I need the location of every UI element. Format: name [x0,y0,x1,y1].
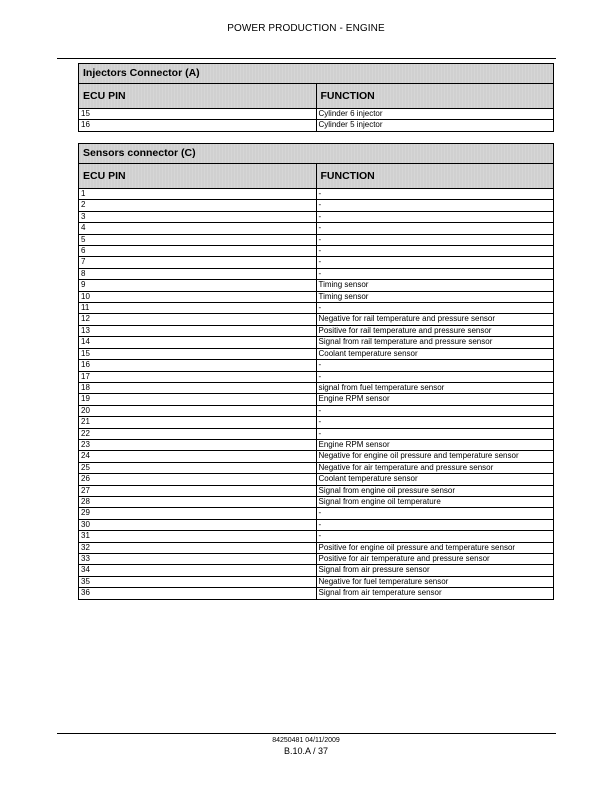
table-row [79,223,554,234]
table-header-row [79,84,554,109]
ecu-pin-cell: 20 [79,405,317,416]
ecu-pin-cell: 28 [79,496,317,507]
ecu-pin-cell: 18 [79,382,317,393]
column-header-ecu-pin: ECU PIN [79,164,317,189]
table-row [79,280,554,291]
table-row [79,417,554,428]
table-row [79,428,554,439]
table-header-row [79,164,554,189]
ecu-pin-cell: 23 [79,439,317,450]
ecu-pin-cell: 16 [79,120,317,131]
table-row [79,246,554,257]
function-cell: - [316,508,554,519]
table-row [79,325,554,336]
footer-page-number: B.10.A / 37 [283,746,329,756]
ecu-pin-cell: 15 [79,348,317,359]
table-row [79,120,554,131]
table-row [79,565,554,576]
function-cell: - [316,268,554,279]
function-cell: Positive for air temperature and pressure sensor [316,554,554,565]
function-cell: Positive for engine oil pressure and temperature sensor [316,542,554,553]
ecu-pin-cell: 14 [79,337,317,348]
table-row [79,474,554,485]
ecu-pin-cell: 4 [79,223,317,234]
ecu-pin-cell: 3 [79,211,317,222]
table-row [79,291,554,302]
ecu-pin-cell: 33 [79,554,317,565]
function-cell: - [316,246,554,257]
table-row [79,314,554,325]
ecu-pin-cell: 21 [79,417,317,428]
column-header-ecu-pin: ECU PIN [79,84,317,109]
function-cell: - [316,223,554,234]
page-header-title: POWER PRODUCTION - ENGINE [227,23,385,34]
table-row [79,337,554,348]
ecu-pin-cell: 5 [79,234,317,245]
table-row [79,462,554,473]
table-row [79,189,554,200]
column-header-function: FUNCTION [316,164,554,189]
function-cell: Engine RPM sensor [316,394,554,405]
function-cell: - [316,531,554,542]
table-row [79,303,554,314]
table-row [79,348,554,359]
table-row [79,257,554,268]
sensors-connector-table [78,143,554,600]
ecu-pin-cell: 29 [79,508,317,519]
table-row [79,508,554,519]
function-cell: - [316,417,554,428]
function-cell: - [316,200,554,211]
function-cell: - [316,303,554,314]
table-row [79,200,554,211]
ecu-pin-cell: 17 [79,371,317,382]
table-row [79,576,554,587]
ecu-pin-cell: 10 [79,291,317,302]
ecu-pin-cell: 7 [79,257,317,268]
ecu-pin-cell: 24 [79,451,317,462]
ecu-pin-cell: 16 [79,360,317,371]
table-row [79,109,554,120]
ecu-pin-cell: 25 [79,462,317,473]
table-row [79,439,554,450]
function-cell: - [316,519,554,530]
function-cell: - [316,360,554,371]
function-cell: Cylinder 5 injector [316,120,554,131]
function-cell: - [316,257,554,268]
ecu-pin-cell: 31 [79,531,317,542]
injectors-connector-table [78,63,554,132]
function-cell: - [316,371,554,382]
footer-document-code: 84250481 04/11/2009 [272,737,340,744]
footer-divider [57,733,556,734]
table-row [79,394,554,405]
ecu-pin-cell: 19 [79,394,317,405]
function-cell: Signal from air temperature sensor [316,588,554,599]
function-cell: Engine RPM sensor [316,439,554,450]
function-cell: - [316,189,554,200]
table-row [79,496,554,507]
table-row [79,405,554,416]
function-cell: Signal from rail temperature and pressure sensor [316,337,554,348]
function-cell: Signal from air pressure sensor [316,565,554,576]
ecu-pin-cell: 12 [79,314,317,325]
ecu-pin-cell: 15 [79,109,317,120]
function-cell: Cylinder 6 injector [316,109,554,120]
ecu-pin-cell: 26 [79,474,317,485]
function-cell: Timing sensor [316,291,554,302]
ecu-pin-cell: 2 [79,200,317,211]
ecu-pin-cell: 27 [79,485,317,496]
function-cell: - [316,234,554,245]
table-row [79,211,554,222]
function-cell: Negative for air temperature and pressure sensor [316,462,554,473]
injectors-table-body [79,64,554,132]
ecu-pin-cell: 13 [79,325,317,336]
function-cell: Signal from engine oil pressure sensor [316,485,554,496]
table-title-row [79,144,554,164]
table-row [79,234,554,245]
table-row [79,542,554,553]
function-cell: - [316,405,554,416]
ecu-pin-cell: 22 [79,428,317,439]
function-cell: Timing sensor [316,280,554,291]
column-header-function: FUNCTION [316,84,554,109]
table-row [79,485,554,496]
ecu-pin-cell: 36 [79,588,317,599]
table-title: Injectors Connector (A) [79,64,554,84]
table-row [79,268,554,279]
ecu-pin-cell: 34 [79,565,317,576]
table-row [79,531,554,542]
ecu-pin-cell: 32 [79,542,317,553]
ecu-pin-cell: 11 [79,303,317,314]
function-cell: Negative for fuel temperature sensor [316,576,554,587]
table-row [79,371,554,382]
function-cell: Negative for engine oil pressure and temperature sensor [316,451,554,462]
function-cell: signal from fuel temperature sensor [316,382,554,393]
function-cell: Coolant temperature sensor [316,474,554,485]
function-cell: - [316,428,554,439]
ecu-pin-cell: 35 [79,576,317,587]
table-row [79,382,554,393]
table-row [79,588,554,599]
table-row [79,554,554,565]
table-row [79,451,554,462]
function-cell: Coolant temperature sensor [316,348,554,359]
sensors-table-body [79,144,554,600]
ecu-pin-cell: 6 [79,246,317,257]
ecu-pin-cell: 8 [79,268,317,279]
table-row [79,360,554,371]
function-cell: Positive for rail temperature and pressure sensor [316,325,554,336]
function-cell: Negative for rail temperature and pressure sensor [316,314,554,325]
function-cell: Signal from engine oil temperature [316,496,554,507]
ecu-pin-cell: 30 [79,519,317,530]
ecu-pin-cell: 1 [79,189,317,200]
table-title: Sensors connector (C) [79,144,554,164]
ecu-pin-cell: 9 [79,280,317,291]
header-divider [57,58,556,59]
function-cell: - [316,211,554,222]
table-title-row [79,64,554,84]
table-row [79,519,554,530]
